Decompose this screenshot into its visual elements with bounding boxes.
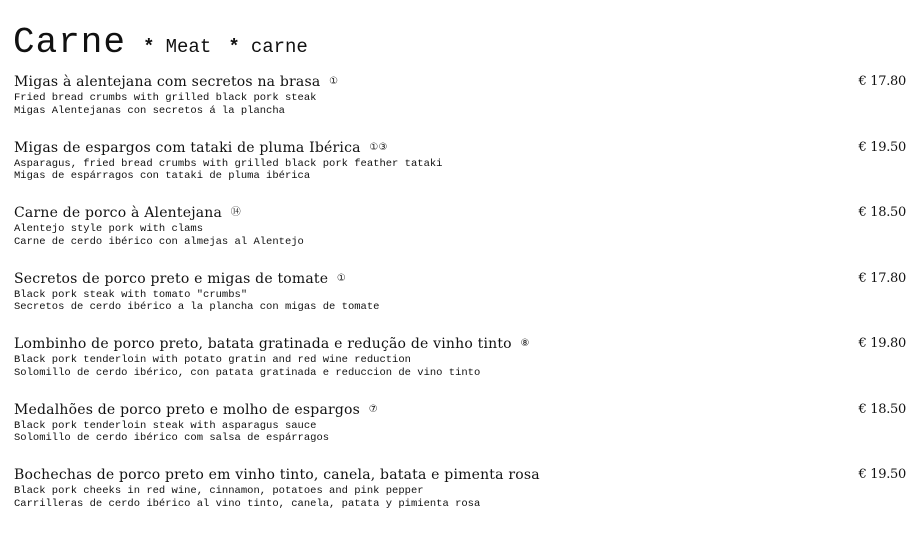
dish-name: Lombinho de porco preto, batata gratinada e redução de vinho tinto: [14, 336, 512, 352]
menu-item: [14, 467, 906, 533]
dish-description-es: Carrilleras de cerdo ibérico al vino tinto, canela, patata y pimienta rosa: [14, 497, 481, 510]
dish-description-es: Solomillo de cerdo ibérico com salsa de espárragos: [14, 432, 330, 444]
dish-price: € 18.50: [858, 205, 906, 220]
dish-description-es: Secretos de cerdo ibérico a la plancha con migas de tomate: [14, 301, 380, 313]
menu-item: [14, 402, 906, 468]
dish-name: Carne de porco à Alentejana: [14, 205, 223, 221]
dish-price: € 18.50: [858, 401, 906, 417]
separator-star: *: [228, 36, 240, 58]
dish-description-en: Black pork tenderloin with potato gratin and red wine reduction: [14, 354, 411, 366]
allergen-codes: ①: [336, 272, 347, 284]
dish-price: € 17.80: [858, 270, 906, 286]
dish-description-en: Black pork cheeks in red wine, cinnamon, potatoes and pink pepper: [14, 485, 424, 497]
allergen-codes: ⑭: [230, 207, 241, 218]
section-title: Carne: [13, 22, 127, 63]
dish-description-en: Asparagus, fried bread crumbs with grilled black pork feather tataki: [14, 157, 443, 170]
allergen-codes: ①: [329, 76, 339, 87]
dish-name: Medalhões de porco preto e molho de espargos: [14, 401, 361, 418]
allergen-codes: ①③: [369, 141, 388, 153]
menu-item: [14, 74, 906, 140]
dish-description-en: Black pork steak with tomato "crumbs": [14, 288, 248, 301]
dish-description-en: Black pork tenderloin steak with asparagus sauce: [14, 419, 317, 432]
allergen-codes: ⑧: [520, 338, 530, 349]
dish-description-es: Migas Alentejanas con secretos á la plancha: [14, 104, 285, 117]
dish-description-es: Solomillo de cerdo ibérico, con patata gratinada e reduccion de vino tinto: [14, 366, 481, 379]
dish-price: € 19.50: [858, 139, 906, 155]
section-subtitle-es: carne: [250, 36, 308, 58]
menu-item: [14, 271, 906, 337]
menu-item: [14, 336, 906, 402]
dish-description-es: Migas de espárragos con tataki de pluma ibérica: [14, 170, 311, 182]
allergen-codes: ⑦: [368, 403, 378, 415]
menu-item-list: [14, 74, 906, 533]
dish-description-en: Fried bread crumbs with grilled black pork steak: [14, 92, 317, 104]
dish-description-en: Alentejo style pork with clams: [14, 223, 204, 235]
dish-name: Migas de espargos com tataki de pluma Ibérica: [14, 139, 361, 156]
separator-star: *: [143, 36, 155, 58]
dish-name: Secretos de porco preto e migas de tomate: [14, 270, 329, 287]
menu-section-header: [13, 22, 308, 63]
dish-description-es: Carne de cerdo ibérico con almejas al Alentejo: [14, 235, 304, 248]
dish-price: € 19.80: [858, 336, 906, 351]
dish-name: Migas à alentejana com secretos na brasa: [14, 74, 321, 90]
dish-price: € 19.50: [858, 467, 906, 482]
menu-item: [14, 205, 906, 271]
menu-item: [14, 140, 906, 206]
dish-price: € 17.80: [858, 74, 906, 89]
section-subtitle-en: Meat: [165, 36, 212, 58]
dish-name: Bochechas de porco preto em vinho tinto, canela, batata e pimenta rosa: [14, 467, 540, 483]
